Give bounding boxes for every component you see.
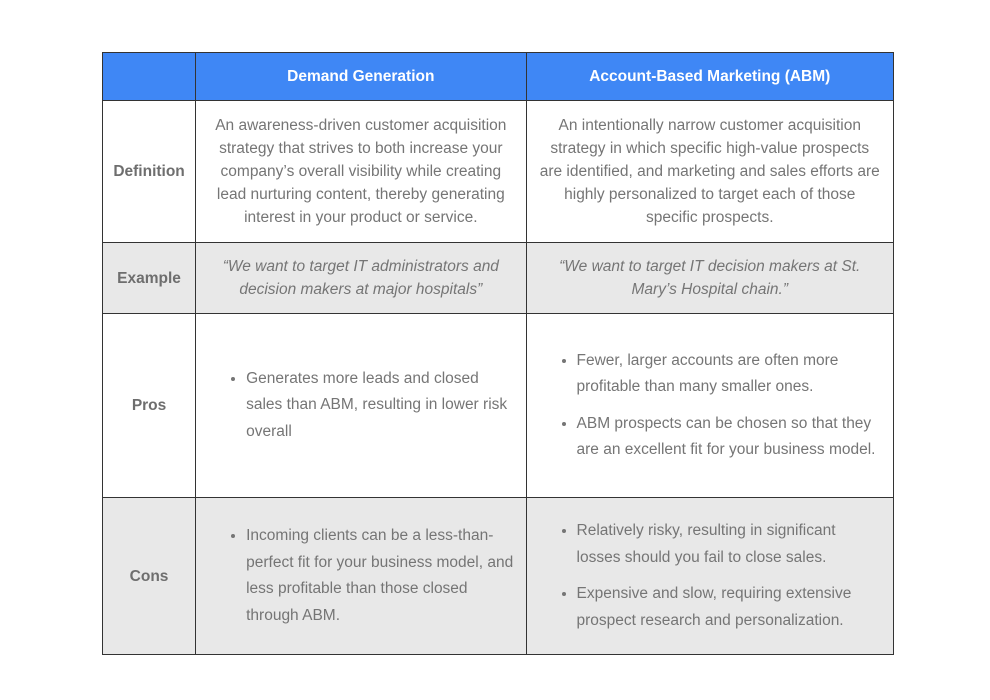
definition-dg: An awareness-driven customer acquisition strategy that strives to both increase your company’s overall visibility while creating lead nurturing content, thereby generating interest in your product or service.: [196, 101, 526, 243]
header-abm: Account-Based Marketing (ABM): [526, 53, 893, 101]
row-cons: [103, 498, 894, 655]
cons-dg: [196, 498, 526, 655]
list-item: • Incoming clients can be a less-than-perfect fit for your business model, and less profitable than those closed through ABM.: [246, 523, 515, 629]
row-label-definition: Definition: [103, 101, 196, 243]
header-demand-generation: Demand Generation: [196, 53, 526, 101]
example-dg: “We want to target IT administrators and decision makers at major hospitals”: [196, 243, 526, 314]
list-item: • Expensive and slow, requiring extensive prospect research and personalization.: [577, 581, 883, 634]
row-example: [103, 243, 894, 314]
row-definition: [103, 101, 894, 243]
pros-abm-list: [527, 348, 893, 464]
comparison-table: [102, 52, 894, 655]
row-label-pros: Pros: [103, 314, 196, 498]
header-empty-cell: [103, 53, 196, 101]
pros-dg: [196, 314, 526, 498]
example-abm: “We want to target IT decision makers at St. Mary’s Hospital chain.”: [526, 243, 893, 314]
pros-abm: [526, 314, 893, 498]
pros-dg-list: [196, 366, 525, 446]
definition-abm: An intentionally narrow customer acquisition strategy in which specific high-value prospects are identified, and marketing and sales efforts are highly personalized to target each of those specific prospects.: [526, 101, 893, 243]
list-item: • Fewer, larger accounts are often more profitable than many smaller ones.: [577, 348, 883, 401]
list-item: • Generates more leads and closed sales than ABM, resulting in lower risk overall: [246, 366, 515, 446]
header-row: [103, 53, 894, 101]
row-pros: [103, 314, 894, 498]
row-label-example: Example: [103, 243, 196, 314]
row-label-cons: Cons: [103, 498, 196, 655]
cons-dg-list: [196, 523, 525, 629]
cons-abm: [526, 498, 893, 655]
list-item: • ABM prospects can be chosen so that they are an excellent fit for your business model.: [577, 411, 883, 464]
cons-abm-list: [527, 518, 893, 634]
list-item: • Relatively risky, resulting in significant losses should you fail to close sales.: [577, 518, 883, 571]
